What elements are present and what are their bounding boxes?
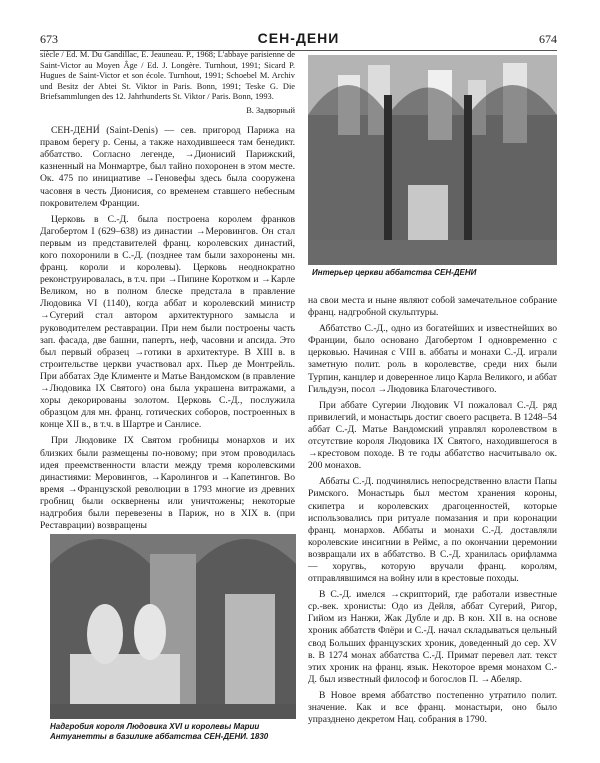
- article-paragraph: При аббате Сугерии Людовик VI пожаловал С.-Д. ряд привилегий, и монастырь достиг своего расцвета. В 1248–54 аббат С.-Д. Матье Вандомский управлял королевством в отсутствие короля Людовика IX Святого, находившегося в →крестовом походе. В те годы аббатство насчитывало ок. 200 монахов.: [308, 399, 557, 472]
- church-interior-illustration: [308, 55, 557, 265]
- article-paragraph: Аббаты С.-Д. подчинялись непосредственно власти Папы Римского. Монастырь был местом хранения короны, скипетра и королевских драгоценностей, которые использовались при ритуале помазания и при коронации франц. монархов. Аббаты и монахи С.-Д. доставляли королевские инсигнии в Реймс, а по окончании церемонии возвращали их в аббатство. В С.-Д. хранилась орифламма — хоругвь, которую вручали франц. королям, отправлявшимся на войну или в крестовые походы.: [308, 476, 557, 585]
- running-title: СЕН-ДЕНИ: [257, 30, 340, 46]
- article-paragraph: Церковь в С.-Д. была построена королем франков Дагобертом I (629–638) из династии →Меровингов. Он стал первым из представителей франц. королевских династий, кого похоронили в С.-Д. (позднее там были захоронены мн. франц. короли и королевы). Церковь неоднократно реконструировалась, в т.ч. при →Пипине Коротком и →Карле Великом, но в полном блеске предстала в правление Людовика VI (1140), когда аббат и королевский министр →Сугерий стал автором архитектурного замысла и руководителем реставрации. При нем были построены часть зап. фасада, две башни, паперть, неф, часовни и апсида. Это был первый образец →готики в архитектуре. В XIII в. в строительстве церкви участвовал арх. Пьер де Монтрейль. При аббатах Эде Клименте и Матье Вандомском (в правление →Людовика IX Святого) она была украшена витражами, а хоры декорированы золотом. Церковь С.-Д., послужила образцом для мн. франц. готических соборов, построенных в конце XII в., в т.ч. в Шартре и Санлисе.: [40, 213, 295, 431]
- tomb-caption: Надгробия короля Людовика XVI и королевы Марии Антуанетты в базилике аббатства СЕН-ДЕНИ. 1830: [50, 722, 269, 741]
- page-number-right: 674: [539, 32, 557, 46]
- royal-tombs-illustration: [50, 534, 296, 719]
- bibliography: siècle / Ed. M. Du Gandillac, E. Jeauneau. P., 1968; L'abbaye parisienne de Saint-Victor au Moyen Âge / Ed. J. Longère. Turnhout, 1991; Sicard P. Hugues de Saint-Victor et son école. Turnhout, 1991; Schoebel M. Archiv und Besitz der Abtei St. Viktor in Paris. Bonn, 1991; Teske G. Die Briefsammlungen des 12. Jahrhunderts St. Viktor / Paris. Bonn, 1993.: [40, 50, 295, 102]
- interior-caption: Интерьер церкви аббатства СЕН-ДЕНИ: [312, 268, 477, 277]
- left-column: [40, 50, 295, 536]
- page-header: [40, 30, 557, 51]
- article-paragraph: В Новое время аббатство постепенно утратило полит. значение. Как и все франц. монастыри, оно было упразднено декретом Нац. собрания в 1790.: [308, 689, 557, 726]
- article-paragraph: Аббатство С.-Д., одно из богатейших и известнейших во Франции, было основано Дагобертом I одновременно с церковью. Начиная с VIII в. аббаты и монахи С.-Д. играли заметную полит. роль в королевстве, среди них были Турпин, канцлер и доверенное лицо Карла Великого, и аббат Гильдуэн, посол →Людовика Благочестивого.: [308, 323, 557, 395]
- article-paragraph: При Людовике IX Святом гробницы монархов и их близких были размещены по-новому; при этом проводилась идея преемственности власти между тремя королевскими династиями: Меровингов, →Каролингов и →Капетингов. Во время →Французской революции в 1793 многие из древних гробниц были осквернены или уничтожены; некоторые надгробия были перевезены в Париж, но в XIX в. (при Реставрации) возвращены: [40, 435, 295, 532]
- interior-photo: [308, 55, 557, 265]
- page-number-left: 673: [40, 32, 58, 46]
- right-column: [308, 295, 557, 730]
- article-paragraph: СЕН-ДЕНИ́ (Saint-Denis) — сев. пригород Парижа на правом берегу р. Сены, а также находившееся там бенедикт. аббатство. Согласно легенде, →Дионисий Парижский, казненный на Монмартре, был тайно похоронен в этом месте. Ок. 475 по инициативе →Геновефы здесь была сооружена часовня в честь Дионисия, со временем ставшего небесным покровителем Франции.: [40, 125, 295, 209]
- article-paragraph: В С.-Д. имелся →скрипторий, где работали известные ср.-век. хронисты: Одо из Дейля, аббат Сугерий, Ригор, Гийом из Нанжи, Жак Дубле и др. В кон. XII в. на основе хроник аббатств Флёри и С.-Д. начал складываться цельный свод Больших французских хроник, доведенный до сер. XV в. В 1274 монах аббатства С.-Д. Примат перевел лат. текст этих хроник на франц. язык. Некоторое время монахом С.-Д. был известный философ и богослов П. →Абеляр.: [308, 589, 557, 685]
- article-paragraph: на свои места и ныне являют собой замечательное собрание франц. надгробной скульптуры.: [308, 295, 557, 319]
- author-signature: В. Задворный: [246, 105, 295, 115]
- tomb-photo: [50, 534, 296, 719]
